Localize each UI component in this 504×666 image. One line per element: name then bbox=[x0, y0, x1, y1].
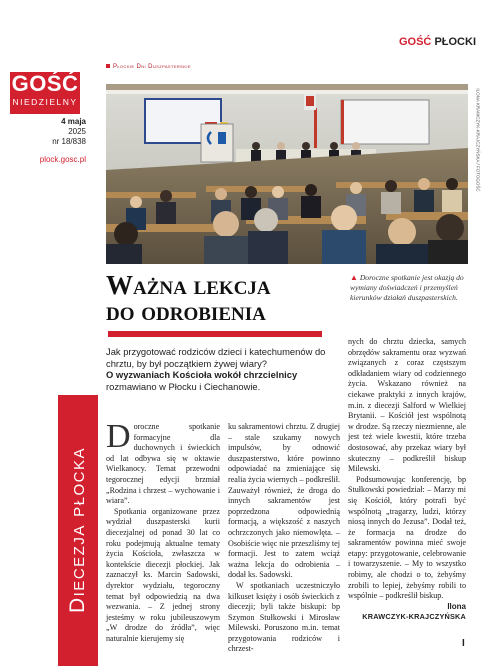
issue-number: nr 18/838 bbox=[52, 137, 86, 146]
sidebar bbox=[0, 0, 94, 666]
article-column-1 bbox=[106, 418, 220, 644]
headline-line-1: Ważna lekcja bbox=[106, 270, 271, 300]
photo-caption bbox=[350, 273, 485, 303]
headline-line-2: do odrobienia bbox=[106, 296, 266, 326]
article-column-2 bbox=[228, 422, 340, 655]
author-first-name: Ilona bbox=[447, 601, 466, 611]
masthead-edition: PŁOCKI bbox=[434, 36, 476, 48]
issue-info bbox=[10, 117, 86, 147]
column-2-paragraph-2: W spotkaniach uczestniczyło kilkuset księży i osób świeckich z diecezji; byli także biskupi: bp Szymon Stułkowski i Mirosław Milewski. Poruszono m.in. temat przygotowania rodziców i chrzest- bbox=[228, 580, 340, 654]
section-label: Płockie Dni Duszpasterskie bbox=[106, 64, 191, 70]
drop-cap: D bbox=[106, 418, 131, 455]
site-url[interactable]: plock.gosc.pl bbox=[39, 155, 86, 164]
headline bbox=[106, 272, 346, 324]
issue-date: 4 maja bbox=[61, 117, 86, 126]
column-1-paragraph-1-text: oroczne spotkanie formacyjne dla duchownych i świeckich od lat odbywa się w oktawie Wielkanocy. Temat przewodni tegorocznej edycji brzmiał „Rodzina i chrzest – wychowanie i wiara”. bbox=[106, 422, 220, 506]
photo-credit: ILONA KRAWCZYK-KRAJCZYŃSKA / FOTOGOŚĆ bbox=[475, 88, 481, 192]
column-3-paragraph-1: nych do chrztu dziecka, samych obrzędów sakramentu oraz wyzwań związanych z coraz częstszym odkładaniem wiary od codziennego życia. Wskazano również na ciekawe praktyki z innych krajów, m.in. z diecezji Salford w Wielkiej Brytanii. – Kościół jest wspólnotą w drodze. Są rzeczy niezmienne, ale jest też wiele kwestii, które trzeba dostosować, aby przekaz wiary był skuteczny – podkreślił biskup Milewski. bbox=[348, 337, 466, 474]
column-1-paragraph-1 bbox=[106, 418, 220, 507]
column-2-paragraph-1: ku sakramentowi chrztu. Z drugiej – stale szukamy nowych impulsów, by odnowić duszpasterstwo, które powinno odpowiadać na zmieniające się realia życia wiernych – podkreślił. Zauważył również, że droga do innych sakramentów jest poprzedzona odpowiednią formacją, a większość z naszych ochrzczonych jako niemowlęta. – Osobiście więc nie przeszliśmy tej formacji. Jest to zatem wciąż ważna lekcja do odrobienia – dodał ks. Sadowski. bbox=[228, 422, 340, 580]
masthead-brand: GOŚĆ bbox=[398, 36, 432, 48]
logo-sub-text: NIEDZIELNY bbox=[12, 97, 78, 107]
article-column-3 bbox=[348, 337, 466, 623]
lead-place: rozmawiano w Płocku i Ciechanowie. bbox=[106, 380, 261, 392]
logo-main-text: GOŚĆ bbox=[11, 71, 79, 96]
article-lead bbox=[106, 346, 326, 392]
sidebar-vertical-label: Diecezja płocka bbox=[66, 446, 89, 614]
column-3-paragraph-2: Podsumowując konferencję, bp Stułkowski powiedział: – Marzy mi się Kościół, który potrafi być wspólnotą „tragarzy, ludzi, którzy niosą innych do Jezusa”. Dodał też, że formacja na drodze do sakramentów powinna mieć swoje etapy: przygotowanie, celebrowanie i towarzyszenie. – My to wszystko robimy, ale chodzi o to, żebyśmy zrobili to lepiej, żebyśmy robili to wspólnie – podkreślił biskup. bbox=[348, 474, 466, 601]
lead-question: Jak przygotować rodziców dzieci i katechumenów do chrztu, by był początkiem żywej wiary? bbox=[106, 346, 326, 369]
photo-caption-text: Doroczne spotkanie jest okazją do wymiany doświadczeń i przemyśleń kierunków działań duszpasterskich. bbox=[350, 273, 464, 302]
lead-topic: O wyzwaniach Kościoła wokół chrzcielnicy bbox=[106, 369, 298, 380]
caption-triangle-icon: ▲ bbox=[350, 273, 358, 282]
column-1-paragraph-2: Spotkania organizowane przez wydział duszpasterski kurii diecezjalnej od ponad 30 lat co roku podejmują aktualne tematy życia Kościoła, zwłaszcza w kontekście diecezji płockiej. Jak zaznaczył ks. Marcin Sadowski, dyrektor wydziału, tegoroczny temat był odpowiedzią na dwa wezwania. – Z jednej strony jesteśmy w roku jubileuszowym „W drodze do źródła”, więc naturalnie kierujemy się bbox=[106, 506, 220, 643]
issue-year: 2025 bbox=[68, 127, 86, 136]
headline-underline bbox=[108, 331, 322, 337]
conference-photo-illustration bbox=[106, 84, 468, 264]
gosc-niedzielny-logo bbox=[10, 72, 80, 114]
author-last-name: KRAWCZYK-KRAJCZYŃSKA bbox=[362, 612, 466, 622]
conference-photo bbox=[106, 84, 468, 264]
masthead bbox=[399, 36, 476, 48]
page-number: I bbox=[462, 638, 465, 649]
